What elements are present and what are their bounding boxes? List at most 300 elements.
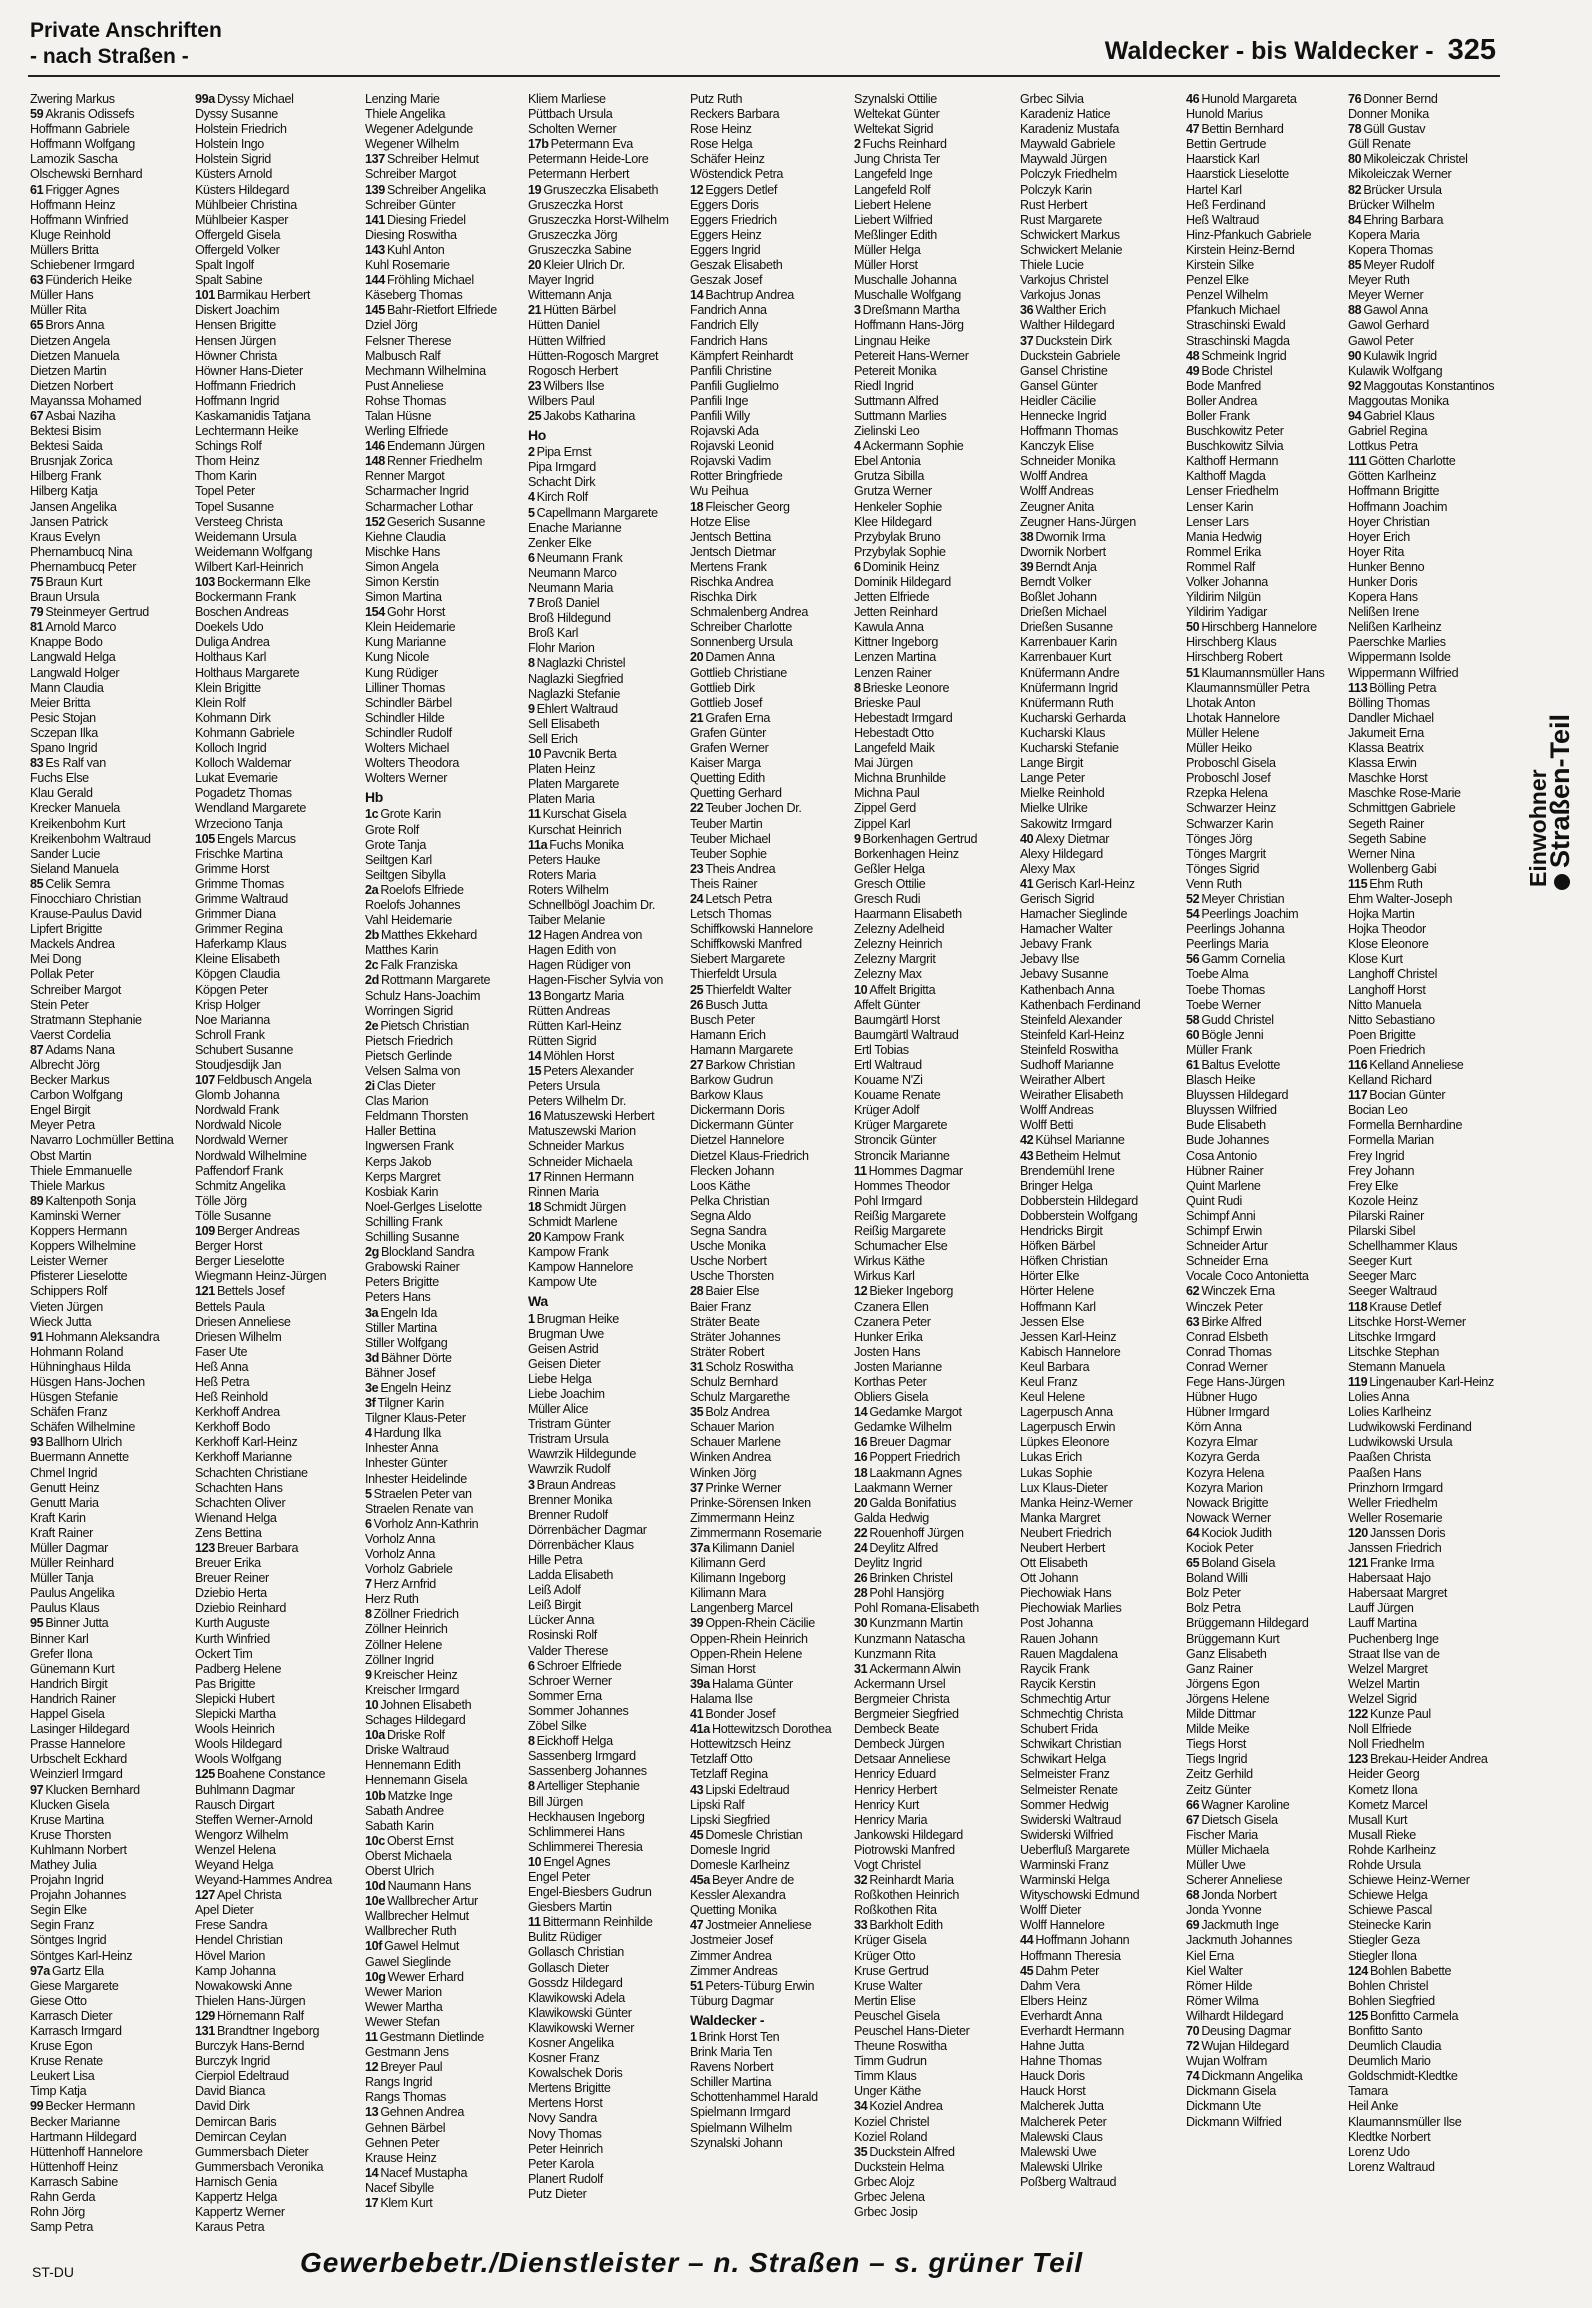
directory-entry bbox=[1348, 107, 1506, 122]
directory-entry bbox=[30, 1737, 188, 1752]
directory-entry bbox=[854, 1601, 1012, 1616]
directory-entry bbox=[854, 409, 1012, 424]
directory-entry bbox=[1348, 575, 1506, 590]
directory-entry bbox=[1186, 998, 1344, 1013]
house-number: 12 bbox=[528, 928, 542, 943]
resident-name: Peters Hauke bbox=[528, 852, 601, 867]
resident-name: Schmidt Marlene bbox=[528, 1214, 618, 1229]
resident-name: Bonder Josef bbox=[705, 1707, 776, 1722]
directory-entry bbox=[1348, 303, 1506, 318]
resident-name: Tilgner Karin bbox=[377, 1396, 444, 1411]
resident-name: Maggoutas Konstantinos bbox=[1363, 378, 1495, 393]
directory-entry bbox=[195, 1541, 353, 1556]
resident-name: Lingnau Heike bbox=[854, 333, 930, 348]
resident-name: Stiller Martina bbox=[365, 1320, 437, 1335]
house-number: 11 bbox=[365, 2030, 378, 2044]
directory-entry bbox=[528, 1674, 686, 1689]
directory-entry bbox=[30, 1254, 188, 1269]
resident-name: Peter Karola bbox=[528, 2156, 594, 2171]
resident-name: Happel Gisela bbox=[30, 1707, 105, 1722]
resident-name: Barkow Klaus bbox=[690, 1088, 763, 1103]
directory-entry bbox=[1020, 1994, 1178, 2009]
directory-entry bbox=[528, 581, 686, 596]
directory-entry bbox=[195, 1632, 353, 1647]
resident-name: Weller Rosemarie bbox=[1348, 1510, 1443, 1525]
resident-name: Rose Heinz bbox=[690, 122, 752, 137]
directory-entry bbox=[30, 2069, 188, 2084]
directory-column bbox=[365, 92, 523, 2211]
resident-name: Sander Lucie bbox=[30, 846, 101, 861]
resident-name: Hoffmann Wolfgang bbox=[30, 137, 135, 152]
directory-entry bbox=[195, 1722, 353, 1737]
directory-entry bbox=[1020, 1873, 1178, 1888]
directory-entry bbox=[854, 666, 1012, 681]
resident-name: Mechmann Wilhelmina bbox=[365, 363, 486, 378]
directory-entry bbox=[528, 777, 686, 792]
directory-entry bbox=[690, 1420, 848, 1435]
resident-name: Holstein Sigrid bbox=[195, 152, 271, 167]
directory-entry bbox=[1186, 500, 1344, 515]
resident-name: Endemann Jürgen bbox=[386, 439, 485, 454]
resident-name: Handrich Birgit bbox=[30, 1676, 108, 1691]
directory-entry bbox=[1020, 318, 1178, 333]
directory-entry bbox=[1186, 1390, 1344, 1405]
resident-name: Halama Ilse bbox=[690, 1691, 753, 1706]
resident-name: Peerlings Johanna bbox=[1186, 922, 1285, 937]
directory-entry bbox=[195, 1601, 353, 1616]
directory-entry bbox=[854, 1526, 1012, 1541]
directory-entry bbox=[30, 379, 188, 394]
directory-entry bbox=[1020, 1284, 1178, 1299]
directory-entry bbox=[690, 1632, 848, 1647]
directory-entry bbox=[30, 1405, 188, 1420]
resident-name: Chmel Ingrid bbox=[30, 1465, 98, 1480]
directory-entry bbox=[1186, 258, 1344, 273]
directory-entry bbox=[528, 792, 686, 807]
resident-name: Bölling Thomas bbox=[1348, 695, 1430, 710]
directory-entry bbox=[690, 1556, 848, 1571]
resident-name: Kociok Peter bbox=[1186, 1541, 1254, 1555]
directory-entry bbox=[1348, 228, 1506, 243]
resident-name: Kappertz Helga bbox=[195, 2190, 277, 2205]
resident-name: Roters Wilhelm bbox=[528, 882, 609, 897]
directory-entry bbox=[1348, 2024, 1506, 2039]
resident-name: Schroer Werner bbox=[528, 1673, 612, 1688]
directory-entry bbox=[30, 167, 188, 182]
directory-entry bbox=[1020, 1028, 1178, 1043]
directory-entry bbox=[365, 2045, 523, 2060]
resident-name: Steffen Werner-Arnold bbox=[195, 1812, 313, 1827]
resident-name: Engel Agnes bbox=[543, 1854, 611, 1869]
directory-entry bbox=[30, 1330, 188, 1345]
resident-name: Steinfeld Alexander bbox=[1020, 1012, 1122, 1027]
resident-name: Schreiber Charlotte bbox=[690, 620, 792, 635]
resident-name: Kampow Hannelore bbox=[528, 1260, 634, 1275]
directory-entry bbox=[365, 379, 523, 394]
resident-name: Deumlich Mario bbox=[1348, 2054, 1431, 2069]
directory-entry bbox=[30, 1118, 188, 1133]
directory-entry bbox=[1348, 1435, 1506, 1450]
resident-name: Heckhausen Ingeborg bbox=[528, 1809, 645, 1824]
resident-name: Warminski Franz bbox=[1020, 1857, 1109, 1872]
directory-entry bbox=[1186, 1194, 1344, 1209]
resident-name: Lukat Evemarie bbox=[195, 771, 278, 786]
directory-entry bbox=[854, 515, 1012, 530]
resident-name: Barkholt Edith bbox=[869, 1918, 943, 1933]
directory-entry bbox=[1186, 515, 1344, 530]
resident-name: Maywald Jürgen bbox=[1020, 152, 1107, 167]
header-rule bbox=[28, 75, 1500, 77]
house-number: 121 bbox=[1348, 1556, 1368, 1571]
directory-entry bbox=[1348, 1179, 1506, 1194]
resident-name: Noe Marianna bbox=[195, 1012, 270, 1027]
house-number: 129 bbox=[195, 2008, 215, 2023]
resident-name: Schottenhammel Harald bbox=[690, 2090, 818, 2105]
resident-name: Dickermann Günter bbox=[690, 1118, 794, 1133]
resident-name: Rohde Karlheinz bbox=[1348, 1842, 1436, 1857]
resident-name: Holstein Friedrich bbox=[195, 122, 287, 137]
resident-name: Kampow Frank bbox=[543, 1230, 624, 1245]
directory-entry bbox=[690, 575, 848, 590]
directory-entry bbox=[690, 590, 848, 605]
house-number: 72 bbox=[1186, 2039, 1200, 2054]
resident-name: Theis Rainer bbox=[690, 876, 758, 891]
directory-entry bbox=[30, 1616, 188, 1631]
resident-name: Kiel Walter bbox=[1186, 1963, 1243, 1978]
directory-entry bbox=[1348, 1118, 1506, 1133]
directory-entry bbox=[195, 605, 353, 620]
resident-name: Zeitz Günter bbox=[1186, 1782, 1252, 1797]
resident-name: Oppen-Rhein Heinrich bbox=[690, 1631, 808, 1646]
resident-name: Tüburg Dagmar bbox=[690, 1993, 774, 2008]
resident-name: Liebe Helga bbox=[528, 1371, 592, 1386]
resident-name: Liebert Helene bbox=[854, 197, 932, 212]
resident-name: Quetting Edith bbox=[690, 771, 765, 786]
directory-entry bbox=[30, 1722, 188, 1737]
resident-name: Dörrenbächer Klaus bbox=[528, 1537, 634, 1552]
resident-name: Mai Jürgen bbox=[854, 756, 913, 771]
resident-name: Volker Johanna bbox=[1186, 575, 1268, 589]
directory-entry bbox=[1020, 2175, 1178, 2190]
directory-entry bbox=[30, 1496, 188, 1511]
directory-entry bbox=[690, 515, 848, 530]
resident-name: Breuer Dagmar bbox=[869, 1435, 951, 1450]
directory-entry bbox=[195, 183, 353, 198]
resident-name: Simon Kerstin bbox=[365, 575, 439, 589]
house-number: 87 bbox=[30, 1042, 44, 1057]
house-number: 6 bbox=[365, 1516, 372, 1531]
directory-entry bbox=[1348, 1058, 1506, 1073]
directory-entry bbox=[1020, 2130, 1178, 2145]
directory-entry bbox=[1186, 1103, 1344, 1118]
directory-entry bbox=[690, 2030, 848, 2045]
resident-name: Grimmer Regina bbox=[195, 922, 283, 937]
resident-name: Kunzmann Natascha bbox=[854, 1631, 965, 1646]
resident-name: Buermann Annette bbox=[30, 1450, 129, 1465]
resident-name: Zöllner Friedrich bbox=[373, 1607, 459, 1622]
resident-name: Hoyer Erich bbox=[1348, 529, 1410, 544]
directory-entry bbox=[195, 1616, 353, 1631]
resident-name: Wrzeciono Tanja bbox=[195, 816, 283, 831]
resident-name: Schubert Susanne bbox=[195, 1042, 294, 1057]
directory-entry bbox=[30, 1511, 188, 1526]
house-number: 10d bbox=[365, 1879, 386, 1894]
resident-name: Schimpf Anni bbox=[1186, 1208, 1256, 1223]
directory-entry bbox=[690, 213, 848, 228]
resident-name: Dietsch Gisela bbox=[1201, 1812, 1278, 1827]
directory-entry bbox=[854, 439, 1012, 454]
directory-entry bbox=[1348, 635, 1506, 650]
directory-entry bbox=[1020, 1300, 1178, 1315]
resident-name: Musall Rieke bbox=[1348, 1827, 1416, 1842]
directory-entry bbox=[195, 334, 353, 349]
resident-name: Kittner Ingeborg bbox=[854, 635, 939, 650]
resident-name: Kraus Evelyn bbox=[30, 529, 100, 544]
resident-name: Henricy Eduard bbox=[854, 1767, 936, 1782]
resident-name: Tamara bbox=[1348, 2084, 1388, 2099]
house-number: 145 bbox=[365, 303, 385, 318]
house-number: 113 bbox=[1348, 680, 1368, 695]
resident-name: Novy Thomas bbox=[528, 2126, 602, 2141]
resident-name: Simon Martina bbox=[365, 590, 442, 605]
resident-name: Kopera Maria bbox=[1348, 227, 1420, 242]
resident-name: Pietsch Christian bbox=[380, 1018, 469, 1033]
resident-name: Paffendorf Frank bbox=[195, 1163, 283, 1178]
resident-name: Schneider Michaela bbox=[528, 1154, 633, 1169]
directory-entry bbox=[30, 1149, 188, 1164]
resident-name: Dziebio Reinhard bbox=[195, 1601, 287, 1616]
directory-entry bbox=[1348, 167, 1506, 182]
directory-entry bbox=[1348, 1556, 1506, 1571]
house-number: 47 bbox=[690, 1918, 704, 1933]
house-number: 59 bbox=[30, 107, 44, 122]
directory-entry bbox=[1348, 469, 1506, 484]
resident-name: Heider Georg bbox=[1348, 1767, 1420, 1782]
resident-name: Feldmann Thorsten bbox=[365, 1109, 469, 1124]
directory-entry bbox=[690, 92, 848, 107]
directory-entry bbox=[365, 1985, 523, 2000]
directory-entry bbox=[1186, 575, 1344, 590]
directory-entry bbox=[528, 213, 686, 228]
directory-entry bbox=[195, 1466, 353, 1481]
resident-name: Wirkus Käthe bbox=[854, 1254, 925, 1269]
directory-entry bbox=[365, 1864, 523, 1879]
directory-entry bbox=[195, 2190, 353, 2205]
resident-name: Dominik Heinz bbox=[862, 559, 940, 574]
resident-name: Bergmeier Christa bbox=[854, 1691, 950, 1706]
resident-name: Matthes Karin bbox=[365, 943, 439, 958]
house-number: 13 bbox=[365, 2105, 379, 2120]
directory-entry bbox=[365, 2000, 523, 2015]
resident-name: Henricy Maria bbox=[854, 1812, 928, 1827]
resident-name: Affelt Günter bbox=[854, 997, 920, 1012]
directory-entry bbox=[854, 832, 1012, 847]
directory-entry bbox=[365, 1698, 523, 1713]
resident-name: Maschke Horst bbox=[1348, 771, 1428, 786]
directory-entry bbox=[1020, 2160, 1178, 2175]
directory-entry bbox=[365, 1804, 523, 1819]
house-number: 10e bbox=[365, 1894, 385, 1909]
directory-entry bbox=[1186, 454, 1344, 469]
directory-entry bbox=[365, 1472, 523, 1487]
directory-entry bbox=[1348, 1632, 1506, 1647]
resident-name: Ott Johann bbox=[1020, 1571, 1079, 1586]
directory-entry bbox=[854, 817, 1012, 832]
resident-name: Lagerpusch Erwin bbox=[1020, 1420, 1116, 1435]
resident-name: Gawol Peter bbox=[1348, 333, 1414, 348]
resident-name: Conrad Elsbeth bbox=[1186, 1329, 1268, 1344]
resident-name: Schreiber Helmut bbox=[386, 152, 479, 167]
directory-entry bbox=[1348, 1073, 1506, 1088]
directory-entry bbox=[1020, 635, 1178, 650]
resident-name: Ehring Barbara bbox=[1363, 212, 1444, 227]
directory-entry bbox=[195, 530, 353, 545]
directory-entry bbox=[195, 469, 353, 484]
resident-name: Peuschel Gisela bbox=[854, 2008, 940, 2023]
directory-entry bbox=[30, 1526, 188, 1541]
house-number: 3a bbox=[365, 1305, 379, 1320]
directory-entry bbox=[854, 1707, 1012, 1722]
resident-name: Spielmann Wilhelm bbox=[690, 2120, 792, 2135]
resident-name: Hotze Elise bbox=[690, 514, 750, 529]
house-number: 6 bbox=[528, 550, 535, 565]
directory-entry bbox=[528, 228, 686, 243]
house-number: 47 bbox=[1186, 122, 1200, 137]
resident-name: Segna Aldo bbox=[690, 1208, 751, 1223]
resident-name: Wawrzik Hildegunde bbox=[528, 1447, 637, 1462]
resident-name: Kuhlmann Norbert bbox=[30, 1842, 127, 1857]
house-number: 35 bbox=[854, 2144, 868, 2159]
directory-columns bbox=[30, 92, 1495, 2235]
directory-entry bbox=[195, 2009, 353, 2024]
directory-entry bbox=[1348, 2069, 1506, 2084]
directory-entry bbox=[30, 1873, 188, 1888]
directory-entry bbox=[195, 122, 353, 137]
directory-entry bbox=[528, 762, 686, 777]
directory-entry bbox=[195, 1933, 353, 1948]
directory-entry bbox=[1348, 439, 1506, 454]
directory-entry bbox=[30, 1964, 188, 1979]
resident-name: Hoyer Rita bbox=[1348, 544, 1404, 559]
directory-entry bbox=[854, 469, 1012, 484]
resident-name: Lipski Siegfried bbox=[690, 1812, 770, 1827]
directory-entry bbox=[1348, 1450, 1506, 1465]
resident-name: Hebestadt Irmgard bbox=[854, 710, 953, 725]
resident-name: Mayanssa Mohamed bbox=[30, 393, 142, 408]
directory-entry bbox=[1348, 1828, 1506, 1843]
house-number: 137 bbox=[365, 152, 385, 167]
directory-entry bbox=[1020, 877, 1178, 892]
directory-entry bbox=[1186, 1450, 1344, 1465]
resident-name: Kawula Anna bbox=[854, 620, 924, 635]
directory-entry bbox=[690, 726, 848, 741]
street-section-heading: Hb bbox=[365, 789, 383, 806]
directory-entry bbox=[528, 167, 686, 182]
resident-name: Güll Gustav bbox=[1363, 122, 1426, 137]
directory-entry bbox=[195, 1315, 353, 1330]
resident-name: Malbusch Ralf bbox=[365, 348, 441, 363]
resident-name: Schroll Frank bbox=[195, 1027, 265, 1042]
resident-name: Zöllner Heinrich bbox=[365, 1622, 448, 1637]
resident-name: Kohmann Gabriele bbox=[195, 725, 295, 740]
resident-name: Rohn Jörg bbox=[30, 2205, 85, 2220]
street-section-heading: Ho bbox=[528, 427, 546, 444]
directory-entry bbox=[1020, 1933, 1178, 1948]
resident-name: Enache Marianne bbox=[528, 520, 622, 535]
directory-entry bbox=[690, 620, 848, 635]
resident-name: Tristram Ursula bbox=[528, 1432, 609, 1447]
directory-entry bbox=[195, 696, 353, 711]
directory-entry bbox=[195, 1586, 353, 1601]
resident-name: Novy Sandra bbox=[528, 2111, 597, 2126]
resident-name: Suttmann Alfred bbox=[854, 393, 939, 408]
resident-name: Inhester Heidelinde bbox=[365, 1471, 467, 1486]
resident-name: Kolloch Ingrid bbox=[195, 741, 267, 756]
resident-name: Mei Dong bbox=[30, 952, 82, 967]
resident-name: Leiß Adolf bbox=[528, 1583, 581, 1598]
resident-name: Kociok Judith bbox=[1201, 1525, 1272, 1540]
directory-entry bbox=[854, 1149, 1012, 1164]
directory-entry bbox=[195, 560, 353, 575]
directory-entry bbox=[30, 635, 188, 650]
resident-name: Feldbusch Angela bbox=[216, 1073, 312, 1088]
resident-name: Ehm Walter-Joseph bbox=[1348, 891, 1453, 906]
directory-entry bbox=[528, 2021, 686, 2036]
resident-name: Schauer Marion bbox=[690, 1420, 775, 1435]
resident-name: Piechowiak Marlies bbox=[1020, 1601, 1122, 1616]
resident-name: Schwikart Helga bbox=[1020, 1752, 1106, 1767]
resident-name: Keul Helene bbox=[1020, 1390, 1085, 1405]
resident-name: Kucharski Klaus bbox=[1020, 725, 1106, 740]
resident-name: Bode Christel bbox=[1201, 363, 1273, 378]
resident-name: Schneider Markus bbox=[528, 1139, 624, 1154]
directory-entry bbox=[1348, 1345, 1506, 1360]
directory-entry bbox=[195, 786, 353, 801]
directory-entry bbox=[195, 1662, 353, 1677]
resident-name: Kaminski Werner bbox=[30, 1208, 121, 1223]
resident-name: Kilimann Ingeborg bbox=[690, 1571, 786, 1586]
resident-name: Selmeister Franz bbox=[1020, 1767, 1110, 1782]
directory-entry bbox=[1348, 1888, 1506, 1903]
directory-entry bbox=[1186, 711, 1344, 726]
resident-name: Hoyer Christian bbox=[1348, 514, 1430, 529]
resident-name: Thiele Emmanuelle bbox=[30, 1163, 132, 1178]
resident-name: Hütten Wilfried bbox=[528, 333, 606, 348]
directory-entry bbox=[1348, 726, 1506, 741]
directory-entry bbox=[854, 967, 1012, 982]
resident-name: Simon Angela bbox=[365, 559, 439, 574]
resident-name: Gawel Helmut bbox=[384, 1939, 460, 1954]
page-header-right bbox=[1105, 34, 1496, 67]
directory-entry bbox=[365, 898, 523, 913]
directory-entry bbox=[854, 1858, 1012, 1873]
resident-name: Rausch Dirgart bbox=[195, 1797, 275, 1812]
directory-entry bbox=[528, 566, 686, 581]
directory-entry bbox=[1348, 2160, 1506, 2175]
resident-name: Rütten Karl-Heinz bbox=[528, 1018, 622, 1033]
directory-entry bbox=[1020, 590, 1178, 605]
directory-entry bbox=[365, 545, 523, 560]
resident-name: Diskert Joachim bbox=[195, 303, 280, 318]
directory-entry bbox=[1186, 1224, 1344, 1239]
resident-name: Kaiser Marga bbox=[690, 756, 761, 771]
house-number: 2b bbox=[365, 928, 379, 943]
directory-entry bbox=[1020, 1798, 1178, 1813]
resident-name: Venn Ruth bbox=[1186, 876, 1242, 891]
directory-entry bbox=[1348, 1692, 1506, 1707]
directory-entry bbox=[30, 756, 188, 771]
resident-name: Polczyk Friedhelm bbox=[1020, 167, 1117, 182]
